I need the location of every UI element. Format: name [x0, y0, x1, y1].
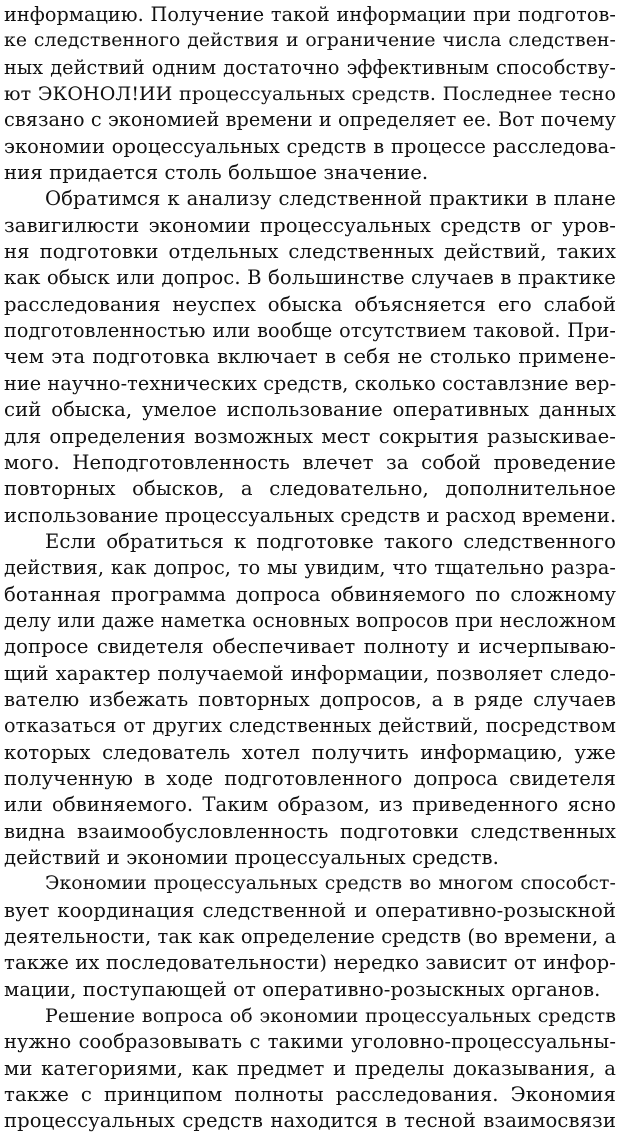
- text-line: связано с экономией времени и определяет ее. Вот почему: [4, 108, 616, 132]
- text-line: как обыск или допрос. В большинстве случаев в практике: [4, 266, 616, 290]
- text-line: завигилюсти экономии процессуальных средств ог уров-: [4, 213, 616, 237]
- text-line: для определения возможных мест сокрытия разыскивае-: [4, 424, 616, 448]
- text-line: делу или даже наметка основных вопросов при несложном: [4, 608, 616, 632]
- text-line: ние научно-технических средств, сколько составлзние вер-: [4, 371, 617, 395]
- text-line: подготовленностью или вообще отсутствием таковой. При-: [4, 319, 616, 343]
- text-line: Обратимся к анализу следственной практики в плане: [45, 187, 616, 211]
- text-line: также их последовательности) нередко зависит от инфор-: [4, 951, 616, 975]
- text-line: информацию. Получение такой информации при подготов-: [4, 3, 616, 26]
- text-line: ботанная программа допроса обвиняемого по сложному: [4, 582, 616, 606]
- text-line: экономии ороцессуальных средств в процессе расследова-: [4, 134, 616, 158]
- text-line: повторных обысков, а следовательно, дополнительное: [4, 477, 616, 501]
- text-line: мации, поступающей от оперативно-розыскных органов.: [4, 977, 601, 1001]
- text-line: сий обыска, умелое использование оперативных данных: [4, 398, 616, 422]
- text-line: чем эта подготовка включает в себя не столько примене-: [4, 345, 616, 369]
- text-line: полученную в ходе подготовленного допроса свидетеля: [4, 766, 616, 790]
- text-line: щий характер получаемой информации, позволяет следо-: [4, 661, 616, 685]
- text-line: допросе свидетеля обеспечивает полноту и исчерпываю-: [4, 635, 616, 659]
- text-line: ния придается столь большое значение.: [4, 161, 429, 185]
- text-line: ют ЭКОНОЛ!ИИ процессуальных средств. Последнее тесно: [4, 83, 616, 106]
- body-text: [4, 2, 616, 1135]
- text-line: ня подготовки отдельных следственных действий, таких: [4, 240, 616, 264]
- text-line: ке следственного действия и ограничение числа следствен-: [4, 30, 616, 52]
- text-line: ми категориями, как предмет и пределы доказывания, а: [4, 1056, 616, 1080]
- text-line: деятельности, так как определение средств (во времени, а: [4, 925, 617, 949]
- text-line: вует координация следственной и оперативно-розыскной: [4, 898, 616, 922]
- text-line: отказаться от других следственных действий, посредством: [4, 714, 616, 738]
- text-line: вателю избежать повторных допросов, а в ряде случаев: [4, 687, 616, 711]
- text-line: использование процессуальных средств и расход времени.: [4, 503, 617, 527]
- text-line: нужно сообразовывать с такими уголовно-процессуальны-: [4, 1030, 616, 1054]
- text-line: расследования неуспех обыска объясняется его слабой: [4, 292, 616, 316]
- text-line: Экономии процессуальных средств во многом способст-: [45, 873, 616, 895]
- text-line: Решение вопроса об экономии процессуальных средств: [45, 1005, 616, 1028]
- text-line: также с принципом полноты расследования. Экономия: [4, 1083, 616, 1107]
- text-line: действий и экономии процессуальных средств.: [4, 846, 500, 869]
- text-line: мого. Неподготовленность влечет за собой проведение: [4, 450, 616, 474]
- text-line: видна взаимообусловленность подготовки следственных: [4, 819, 616, 843]
- text-line: которых следователь хотел получить информацию, уже: [4, 740, 616, 764]
- text-line: ных действий одним достаточно эффективным способству-: [4, 55, 616, 79]
- text-line: Если обратиться к подготовке такого следственного: [45, 529, 616, 553]
- text-line: процессуальных средств находится в тесной взаимосвязи: [4, 1109, 616, 1133]
- text-line: или обвиняемого. Таким образом, из приведенного ясно: [4, 793, 616, 817]
- text-line: действия, как допрос, то мы увидим, что тщательно разра-: [4, 556, 616, 580]
